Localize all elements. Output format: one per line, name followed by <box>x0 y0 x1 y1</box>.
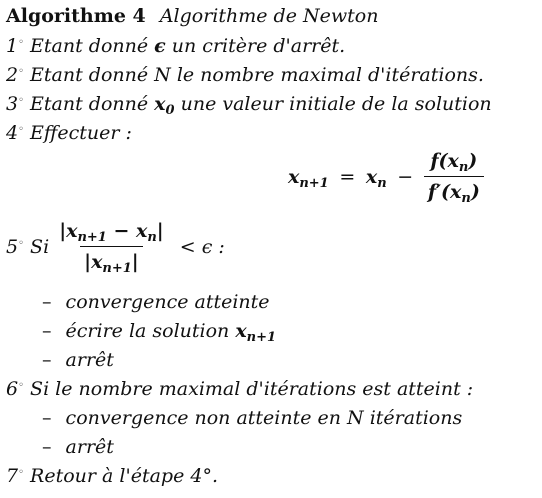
list-item-text: arrêt <box>65 436 114 458</box>
list-item <box>42 290 270 314</box>
subscript: n+1 <box>77 230 107 245</box>
fraction-numerator <box>426 148 481 176</box>
newton-formula <box>288 148 484 205</box>
fraction-denominator <box>80 246 143 275</box>
step-6 <box>6 377 473 401</box>
xn1-symbol <box>235 320 277 345</box>
step-number: 1 <box>6 35 19 57</box>
step-number: 5 <box>6 235 19 258</box>
text: f(x <box>430 150 459 172</box>
degree-mark: ◦ <box>18 380 24 391</box>
step-3 <box>6 92 492 116</box>
step-number: 3 <box>6 93 19 115</box>
text: ) <box>468 150 478 172</box>
step-text: Etant donné <box>30 93 149 115</box>
subscript: n <box>461 191 471 206</box>
fraction-numerator <box>55 218 168 246</box>
list-item-text: convergence non atteinte en N itérations <box>65 407 463 429</box>
step-4 <box>6 121 132 145</box>
list-item-text: arrêt <box>65 349 114 371</box>
list-item-text: convergence atteinte <box>65 291 270 313</box>
step-text: un critère d'arrêt. <box>171 35 346 57</box>
degree-mark: ◦ <box>18 95 24 106</box>
condition-fraction <box>55 218 168 275</box>
step-text: Effectuer : <box>30 122 132 144</box>
subscript: n+1 <box>102 261 132 276</box>
degree-mark: ◦ <box>18 66 24 77</box>
step-number: 6 <box>6 378 19 400</box>
dash-bullet: – <box>42 407 52 429</box>
fraction-denominator <box>424 176 484 205</box>
subscript: n+1 <box>246 330 277 345</box>
dash-bullet: – <box>42 320 52 342</box>
degree-mark: ◦ <box>18 37 24 48</box>
formula-fraction <box>424 148 484 205</box>
dash-bullet: – <box>42 291 52 313</box>
step-text: Retour à l'étape 4°. <box>30 465 218 487</box>
step-5 <box>6 218 225 275</box>
degree-mark: ◦ <box>18 467 24 478</box>
minus-sign: − <box>397 165 414 188</box>
algorithm-label: Algorithme 4 <box>6 5 146 27</box>
list-item-text: écrire la solution <box>65 320 230 342</box>
text: | <box>156 220 164 242</box>
step-text: Si le nombre maximal d'itérations est atteint : <box>30 378 474 400</box>
text: − x <box>106 220 148 242</box>
algorithm-header <box>6 4 378 28</box>
list-item <box>42 435 114 459</box>
symbol: x <box>235 320 247 342</box>
x0-symbol <box>154 93 175 118</box>
text: |x <box>59 220 78 242</box>
text: ) <box>470 181 480 203</box>
symbol: x <box>288 165 300 188</box>
symbol: x <box>365 165 378 188</box>
step-text: Si <box>30 235 50 258</box>
list-item <box>42 406 462 430</box>
step-number: 7 <box>6 465 19 487</box>
step-number: 2 <box>6 64 19 86</box>
subscript: n+1 <box>299 175 329 191</box>
subscript: n <box>458 160 469 175</box>
text: | <box>131 251 139 273</box>
dash-bullet: – <box>42 349 52 371</box>
list-item <box>42 348 114 372</box>
step-number: 4 <box>6 122 19 144</box>
text: |x <box>84 251 103 273</box>
text: f′(x <box>427 181 462 203</box>
equals-sign: = <box>339 165 356 188</box>
condition-suffix: < ϵ : <box>179 235 225 258</box>
step-7 <box>6 464 218 488</box>
step-text: Etant donné N le nombre maximal d'itérations. <box>30 64 484 86</box>
step-2 <box>6 63 484 87</box>
degree-mark: ◦ <box>18 237 24 249</box>
step-1 <box>6 34 345 58</box>
epsilon-symbol: ϵ <box>154 35 166 57</box>
algorithm-title: Algorithme de Newton <box>159 5 379 27</box>
step-text: une valeur initiale de la solution <box>180 93 492 115</box>
step-text: Etant donné <box>30 35 149 57</box>
subscript: 0 <box>165 103 175 118</box>
subscript: n <box>377 175 387 191</box>
degree-mark: ◦ <box>18 124 24 135</box>
list-item <box>42 319 276 343</box>
subscript: n <box>147 230 157 245</box>
dash-bullet: – <box>42 436 52 458</box>
symbol: x <box>154 93 166 115</box>
